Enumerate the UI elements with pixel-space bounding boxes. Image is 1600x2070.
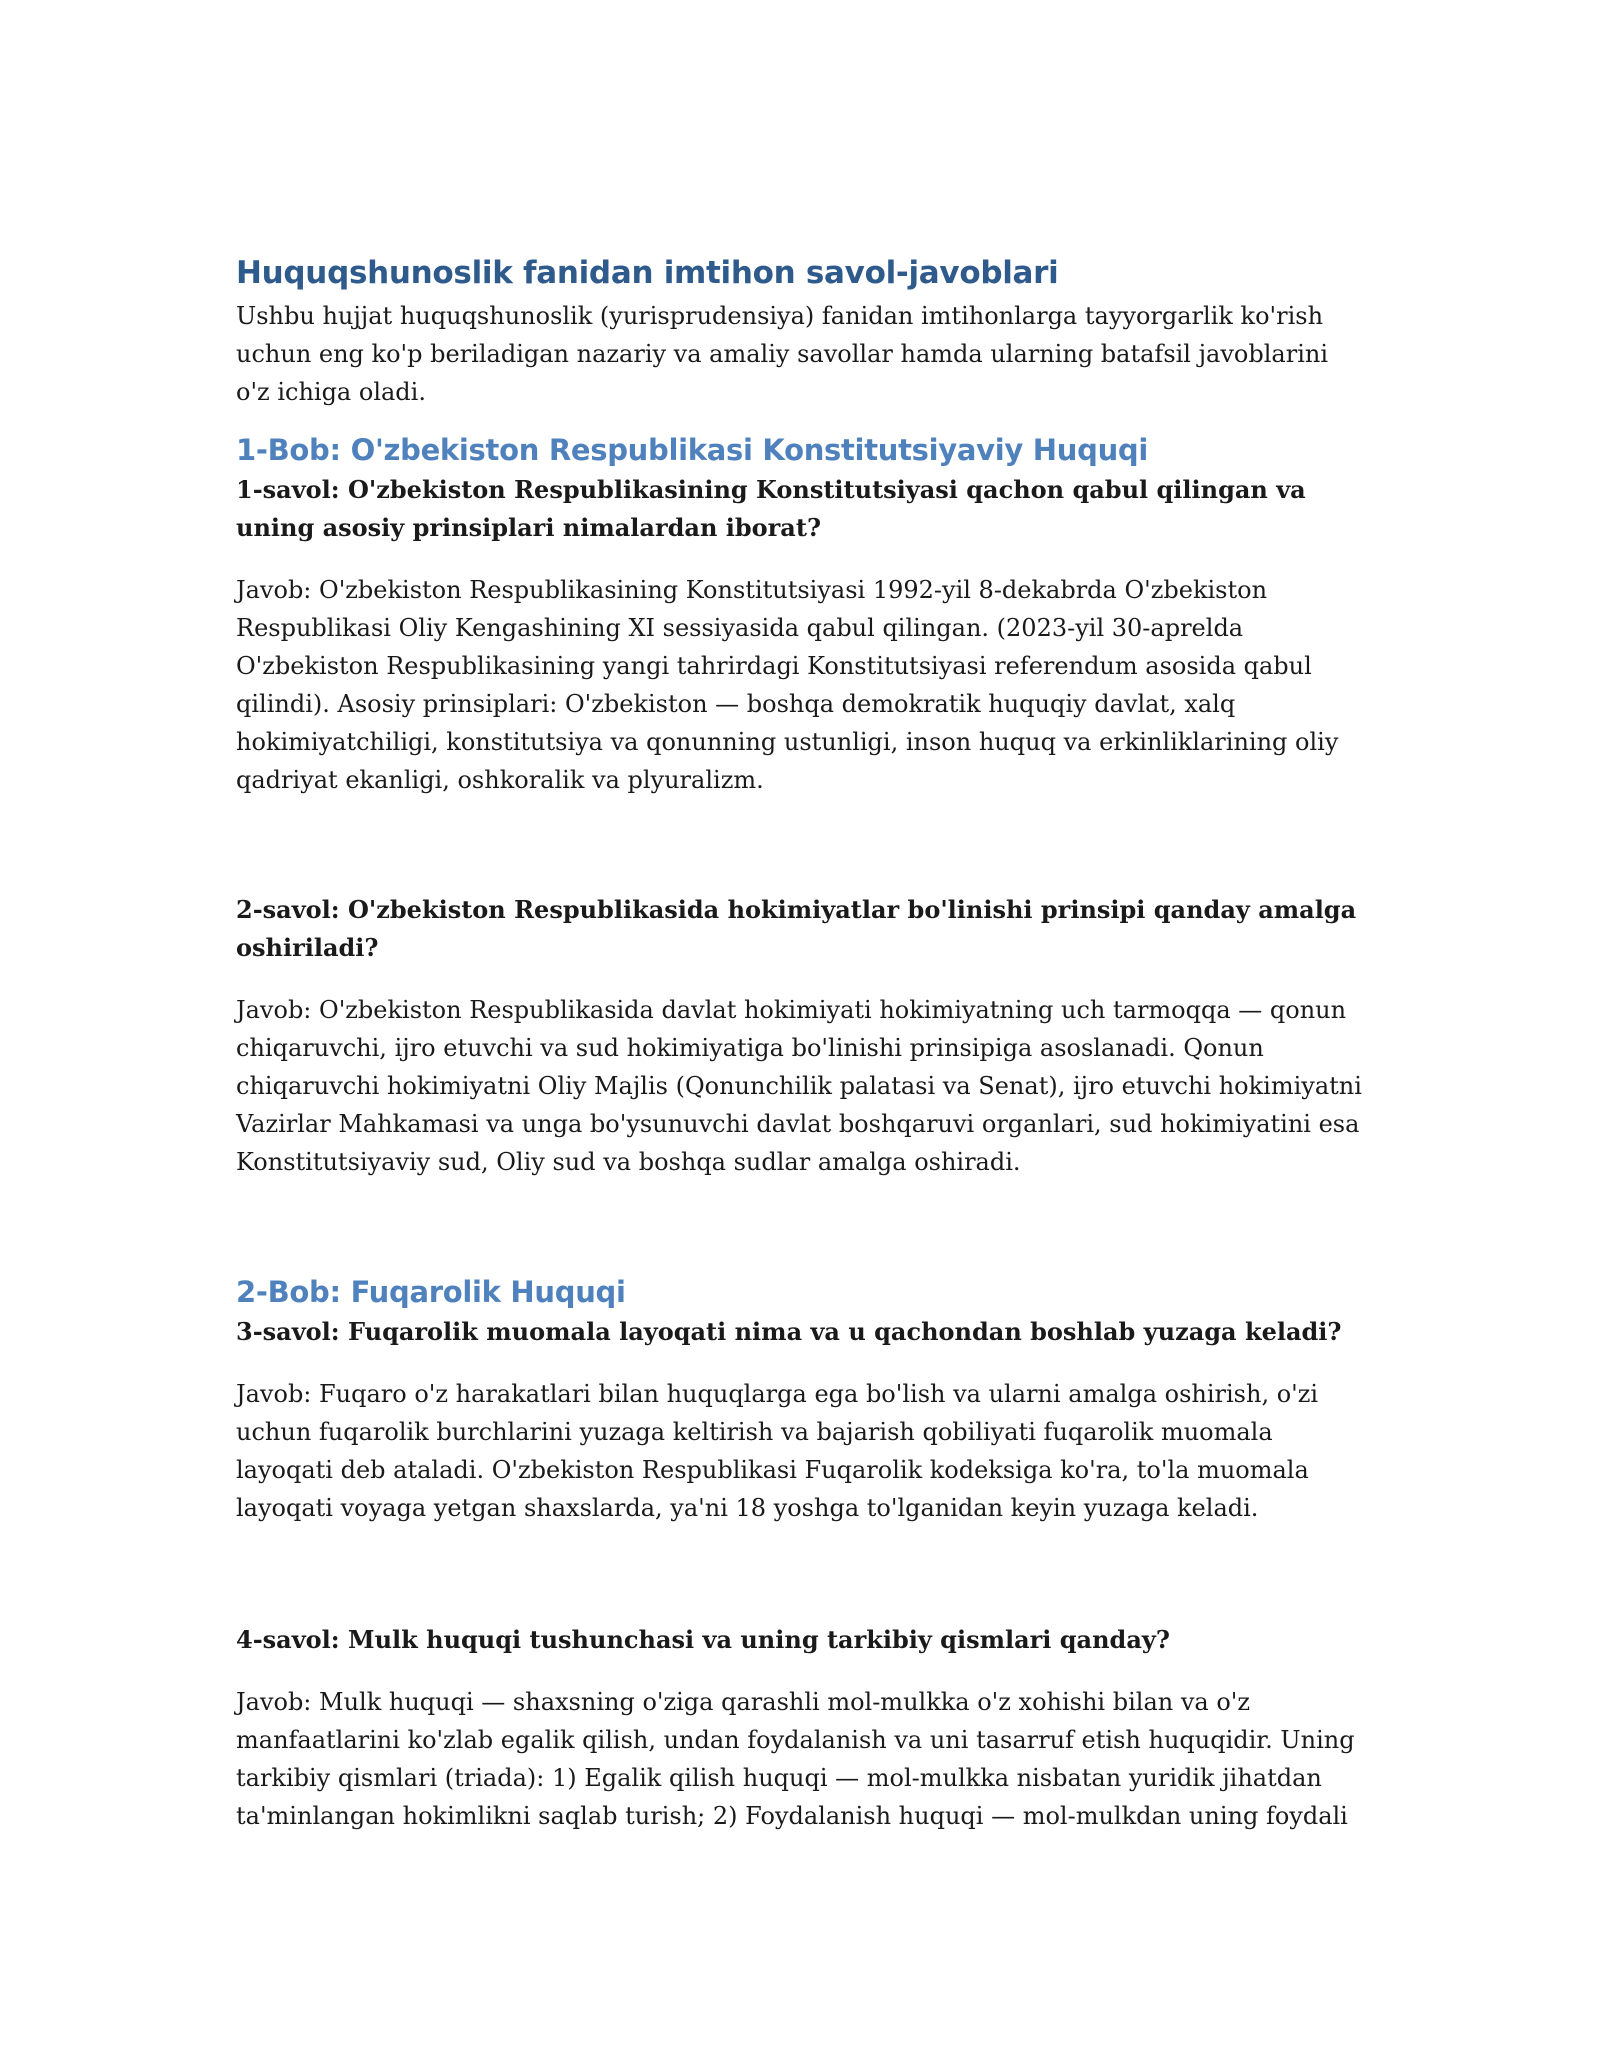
chapter-heading-2: 2-Bob: Fuqarolik Huquqi — [236, 1275, 626, 1309]
chapter-heading-1: 1-Bob: O'zbekiston Respublikasi Konstitutsiyaviy Huquqi — [236, 433, 1149, 467]
question-1: 1-savol: O'zbekiston Respublikasining Konstitutsiyasi qachon qabul qilingan va uning asosiy prinsiplari nimalardan iborat? — [236, 475, 1306, 542]
document-title: Huquqshunoslik fanidan imtihon savol-javoblari — [236, 255, 1059, 291]
section-spacer — [236, 1181, 1366, 1273]
answer-2: Javob: O'zbekiston Respublikasida davlat hokimiyati hokimiyatning uch tarmoqqa — qonun chiqaruvchi, ijro etuvchi va sud hokimiyatiga bo'linishi prinsipiga asoslanadi. Qonun chiqaruvchi hokimiyatni Oliy Majlis (Qonunchilik palatasi va Senat), ijro etuvchi hokimiyatni Vazirlar Mahkamasi va unga bo'ysunuvchi davlat boshqaruvi organlari, sud hokimiyatini esa Konstitutsiyaviy sud, Oliy sud va boshqa sudlar amalga oshiradi. — [236, 996, 1362, 1176]
answer-4: Javob: Mulk huquqi — shaxsning o'ziga qarashli mol-mulkka o'z xohishi bilan va o'z manfaatlarini ko'zlab egalik qilish, undan foydalanish va uni tasarruf etish huquqidir. Uning tarkibiy qismlari (triada): 1) Egalik qilish huquqi — mol-mulkka nisbatan yuridik jihatdan ta'minlangan hokimlikni saqlab turish; 2) Foydalanish huquqi — mol-mulkdan uning foydali — [236, 1688, 1355, 1830]
section-spacer — [236, 1527, 1366, 1619]
question-4: 4-savol: Mulk huquqi tushunchasi va uning tarkibiy qismlari qanday? — [236, 1625, 1170, 1654]
section-spacer — [236, 799, 1366, 889]
question-3: 3-savol: Fuqarolik muomala layoqati nima va u qachondan boshlab yuzaga keladi? — [236, 1317, 1342, 1346]
answer-3: Javob: Fuqaro o'z harakatlari bilan huquqlarga ega bo'lish va ularni amalga oshirish, o'zi uchun fuqarolik burchlarini yuzaga keltirish va bajarish qobiliyati fuqarolik muomala layoqati deb ataladi. O'zbekiston Respublikasi Fuqarolik kodeksiga ko'ra, to'la muomala layoqati voyaga yetgan shaxslarda, ya'ni 18 yoshga to'lganidan keyin yuzaga keladi. — [236, 1380, 1319, 1522]
document-intro: Ushbu hujjat huquqshunoslik (yurisprudensiya) fanidan imtihonlarga tayyorgarlik ko'rish uchun eng ko'p beriladigan nazariy va amaliy savollar hamda ularning batafsil javoblarini o'z ichiga oladi. — [236, 302, 1328, 406]
answer-1: Javob: O'zbekiston Respublikasining Konstitutsiyasi 1992-yil 8-dekabrda O'zbekiston Respublikasi Oliy Kengashining XI sessiyasida qabul qilingan. (2023-yil 30-aprelda O'zbekiston Respublikasining yangi tahrirdagi Konstitutsiyasi referendum asosida qabul qilindi). Asosiy prinsiplari: O'zbekiston — boshqa demokratik huquqiy davlat, xalq hokimiyatchiligi, konstitutsiya va qonunning ustunligi, inson huquq va erkinliklarining oliy qadriyat ekanligi, oshkoralik va plyuralizm. — [236, 576, 1339, 794]
question-2: 2-savol: O'zbekiston Respublikasida hokimiyatlar bo'linishi prinsipi qanday amalga oshiriladi? — [236, 895, 1357, 962]
document-page — [236, 253, 1366, 1835]
